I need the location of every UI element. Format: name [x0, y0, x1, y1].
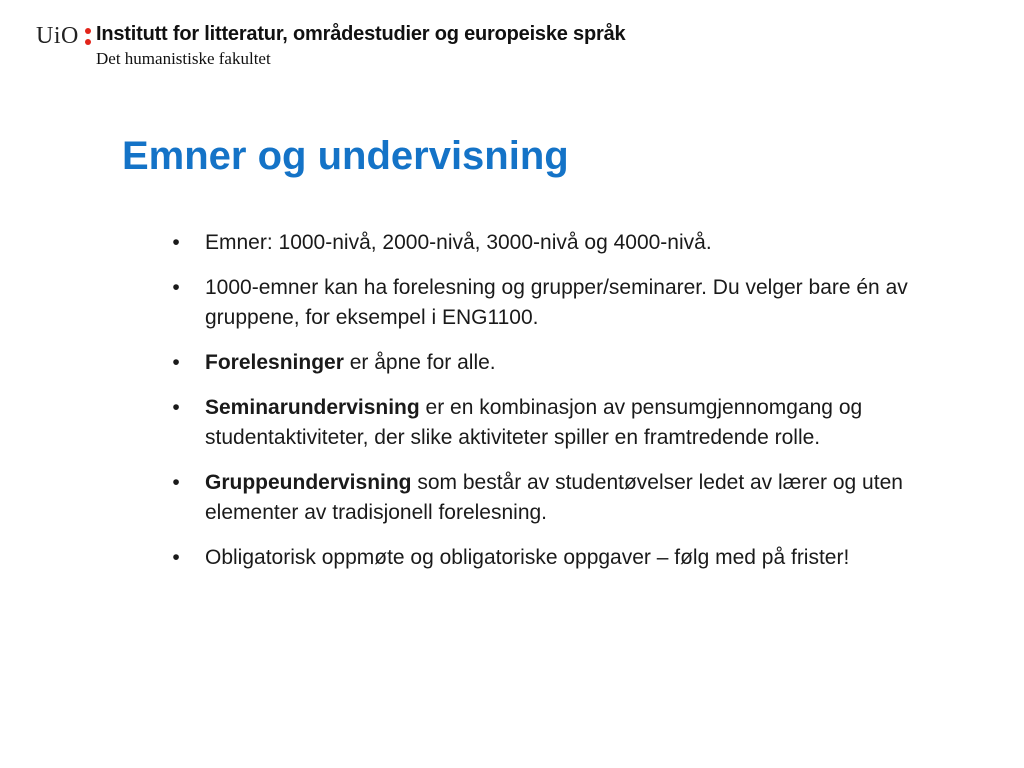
bullet-marker: •	[172, 351, 180, 374]
bullet-item	[166, 468, 966, 528]
bullet-item	[166, 273, 966, 333]
bullet-item	[166, 348, 966, 378]
logo-dots-icon	[85, 28, 91, 45]
bullet-marker: •	[172, 396, 180, 419]
bullet-bold: Forelesninger	[205, 351, 344, 374]
bullet-text: Obligatorisk oppmøte og obligatoriske oppgaver – følg med på frister!	[205, 546, 850, 569]
bullet-marker: •	[172, 546, 180, 569]
bullet-list	[166, 228, 966, 588]
slide-title: Emner og undervisning	[122, 134, 569, 178]
bullet-marker: •	[172, 231, 180, 254]
institute-name: Institutt for litteratur, områdestudier og europeiske språk	[96, 23, 626, 45]
bullet-text: er åpne for alle.	[343, 351, 496, 374]
uio-logo	[36, 22, 91, 50]
bullet-item	[166, 543, 966, 573]
bullet-marker: •	[172, 276, 180, 299]
faculty-name: Det humanistiske fakultet	[96, 49, 271, 68]
bullet-marker: •	[172, 471, 180, 494]
bullet-text: Emner: 1000-nivå, 2000-nivå, 3000-nivå og 4000-nivå.	[205, 231, 712, 254]
header	[36, 22, 736, 72]
bullet-text: 1000-emner kan ha forelesning og grupper/seminarer. Du velger bare én av gruppene, for eksempel i ENG1100.	[205, 276, 908, 329]
bullet-text: er en kombinasjon av pensumgjennomgang og studentaktiviteter, der slike aktiviteter spiller en framtredende rolle.	[205, 396, 863, 449]
logo-text: UiO	[36, 23, 79, 49]
bullet-bold: Gruppeundervisning	[205, 471, 412, 494]
bullet-item	[166, 228, 966, 258]
bullet-item	[166, 393, 966, 453]
bullet-bold: Seminarundervisning	[205, 396, 420, 419]
bullet-text: som består av studentøvelser ledet av lærer og uten elementer av tradisjonell forelesning.	[205, 471, 903, 524]
